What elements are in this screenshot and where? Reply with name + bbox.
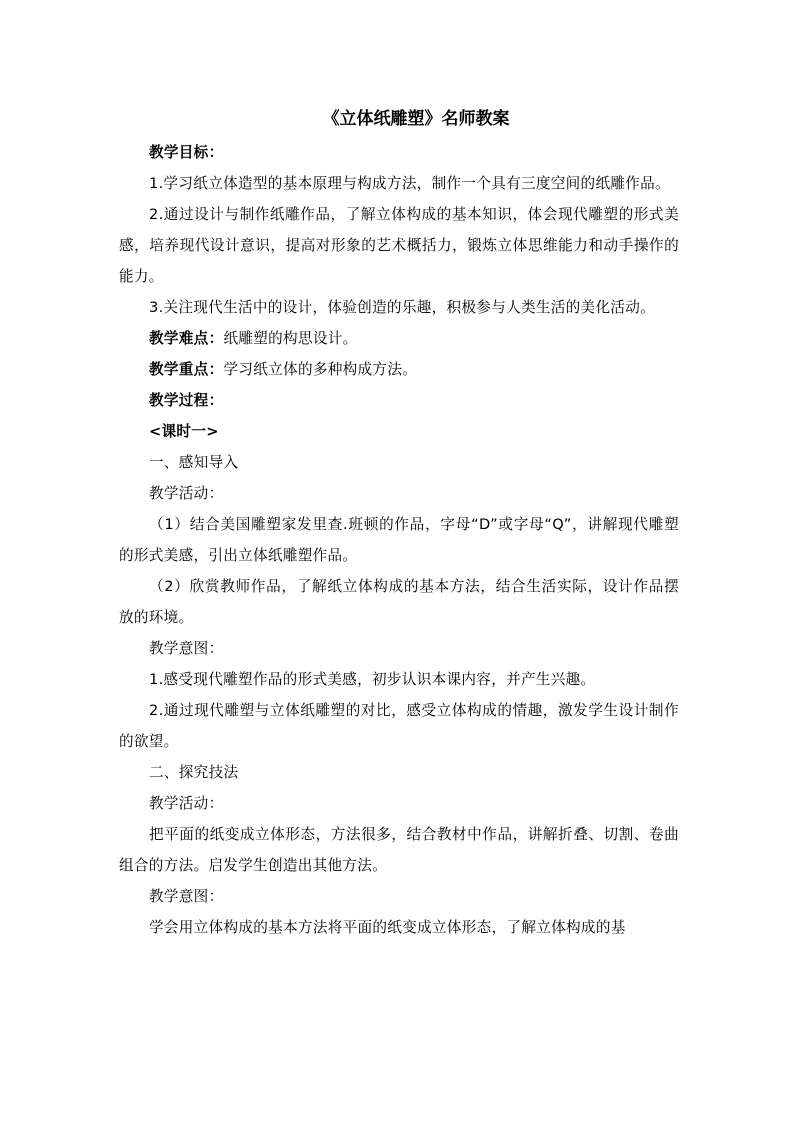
paragraph-intent-label: 教学意图： [149,640,224,657]
paragraph-process-heading [119,385,679,416]
paragraph-activity-1: （1）结合美国雕塑家发里查.班顿的作品，字母“D”或字母“Q”，讲解现代雕塑的形式美感，引出立体纸雕塑作品。 [119,516,679,564]
bold-label: 教学难点： [149,330,224,347]
paragraph-activity-label-2: 教学活动： [149,795,224,812]
section-heading-2: 二、探究技法 [149,764,239,781]
paragraph-activity-3: 把平面的纸变成立体形态，方法很多，结合教材中作品，讲解折叠、切割、卷曲组合的方法。启发学生创造出其他方法。 [119,826,679,874]
paragraph-objective-1: 1.学习纸立体造型的基本原理与构成方法，制作一个具有三度空间的纸雕作品。 [149,175,670,192]
section-heading-1: 一、感知导入 [149,454,239,471]
paragraph-activity-2: （2）欣赏教师作品，了解纸立体构成的基本方法，结合生活实际，设计作品摆放的环境。 [119,578,679,626]
paragraph-text: 学习纸立体的多种构成方法。 [223,361,418,378]
paragraph-difficulty [119,323,679,354]
paragraph-intent-1: 1.感受现代雕塑作品的形式美感，初步认识本课内容，并产生兴趣。 [149,671,596,688]
paragraph-text: 纸雕塑的构思设计。 [223,330,358,347]
bold-label: 教学重点： [149,361,224,378]
paragraph-intent-2: 2.通过现代雕塑与立体纸雕塑的对比，感受立体构成的情趣，激发学生设计制作的欲望。 [119,702,679,750]
bold-label: <课时一> [149,423,219,440]
paragraph-objective-3: 3.关注现代生活中的设计，体验创造的乐趣，积极参与人类生活的美化活动。 [149,299,656,316]
paragraph-lesson-one [119,416,679,447]
paragraph-objective-2: 2.通过设计与制作纸雕作品，了解立体构成的基本知识，体会现代雕塑的形式美感，培养现代设计意识，提高对形象的艺术概括力，锻炼立体思维能力和动手操作的能力。 [119,206,679,285]
paragraph-activity-label: 教学活动： [149,485,224,502]
paragraph-objectives-heading [119,137,679,168]
paragraph-intent-label-2: 教学意图： [149,888,224,905]
bold-label: 教学过程： [149,392,224,409]
document-title: 《立体纸雕塑》名师教案 [322,109,510,129]
bold-label: 教学目标： [149,144,224,161]
document-page [119,104,679,943]
paragraph-key-point [119,354,679,385]
paragraph-intent-3: 学会用立体构成的基本方法将平面的纸变成立体形态，了解立体构成的基 [149,919,626,936]
